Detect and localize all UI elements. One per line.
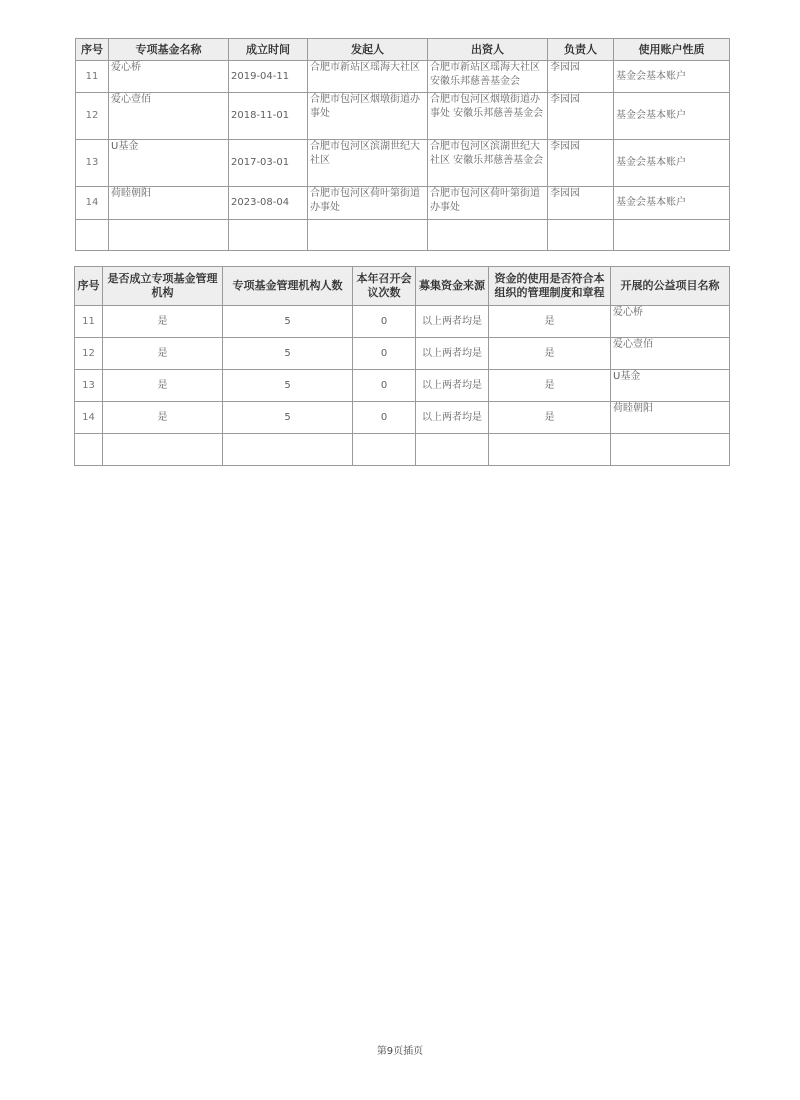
cell-initiator: 合肥市包河区荷叶第街道办事处 [308, 187, 428, 220]
table-row [76, 93, 730, 140]
table-header-row [75, 267, 730, 306]
cell-seq: 14 [76, 187, 109, 220]
cell-meetings-this-year: 0 [353, 306, 416, 338]
empty-cell [489, 434, 611, 466]
table-row [76, 140, 730, 187]
empty-table-row [75, 434, 730, 466]
empty-cell [76, 220, 109, 251]
cell-fund-name: 爱心壹佰 [109, 93, 229, 140]
empty-cell [229, 220, 308, 251]
cell-funding-source: 以上两者均是 [416, 370, 489, 402]
cell-funder: 合肥市新站区瑶海大社区 安徽乐邦慈善基金会 [428, 61, 548, 93]
cell-manager: 李园园 [548, 61, 614, 93]
empty-cell [75, 434, 103, 466]
cell-project-name: U基金 [611, 370, 730, 402]
cell-seq: 13 [75, 370, 103, 402]
cell-management-headcount: 5 [223, 402, 353, 434]
cell-established-date: 2018-11-01 [229, 93, 308, 140]
col-header-has-management-body: 是否成立专项基金管理机构 [103, 267, 223, 306]
empty-cell [103, 434, 223, 466]
cell-established-date: 2019-04-11 [229, 61, 308, 93]
empty-cell [308, 220, 428, 251]
col-header-meetings-this-year: 本年召开会议次数 [353, 267, 416, 306]
table-row [76, 61, 730, 93]
cell-funder: 合肥市包河区烟墩街道办事处 安徽乐邦慈善基金会 [428, 93, 548, 140]
table-row [75, 402, 730, 434]
cell-seq: 14 [75, 402, 103, 434]
cell-fund-use-compliance: 是 [489, 306, 611, 338]
cell-management-headcount: 5 [223, 338, 353, 370]
cell-fund-name: 荷睦朝阳 [109, 187, 229, 220]
cell-has-management-body: 是 [103, 306, 223, 338]
cell-initiator: 合肥市包河区滨湖世纪大社区 [308, 140, 428, 187]
col-header-fund-use-compliance: 资金的使用是否符合本组织的管理制度和章程 [489, 267, 611, 306]
cell-has-management-body: 是 [103, 338, 223, 370]
empty-cell [416, 434, 489, 466]
col-header-initiator: 发起人 [308, 39, 428, 61]
cell-fund-name: 爱心桥 [109, 61, 229, 93]
col-header-funding-source: 募集资金来源 [416, 267, 489, 306]
cell-seq: 11 [76, 61, 109, 93]
cell-manager: 李园园 [548, 187, 614, 220]
empty-cell [109, 220, 229, 251]
cell-seq: 12 [76, 93, 109, 140]
col-header-established-date: 成立时间 [229, 39, 308, 61]
cell-initiator: 合肥市包河区烟墩街道办事处 [308, 93, 428, 140]
col-header-seq: 序号 [75, 267, 103, 306]
cell-funding-source: 以上两者均是 [416, 402, 489, 434]
empty-cell [353, 434, 416, 466]
col-header-seq: 序号 [76, 39, 109, 61]
cell-established-date: 2023-08-04 [229, 187, 308, 220]
page-footer-label: 第9页插页 [376, 1046, 424, 1057]
cell-manager: 李园园 [548, 93, 614, 140]
cell-management-headcount: 5 [223, 370, 353, 402]
cell-project-name: 爱心壹佰 [611, 338, 730, 370]
cell-meetings-this-year: 0 [353, 402, 416, 434]
empty-table-row [76, 220, 730, 251]
cell-project-name: 荷睦朝阳 [611, 402, 730, 434]
empty-cell [548, 220, 614, 251]
cell-project-name: 爱心桥 [611, 306, 730, 338]
col-header-funder: 出资人 [428, 39, 548, 61]
table-row [76, 187, 730, 220]
empty-cell [223, 434, 353, 466]
cell-has-management-body: 是 [103, 402, 223, 434]
empty-cell [614, 220, 730, 251]
cell-funder: 合肥市包河区荷叶第街道办事处 [428, 187, 548, 220]
col-header-management-headcount: 专项基金管理机构人数 [223, 267, 353, 306]
empty-cell [611, 434, 730, 466]
cell-funder: 合肥市包河区滨湖世纪大社区 安徽乐邦慈善基金会 [428, 140, 548, 187]
cell-seq: 12 [75, 338, 103, 370]
cell-seq: 11 [75, 306, 103, 338]
table-row [75, 306, 730, 338]
special-fund-info-table [75, 38, 730, 251]
cell-management-headcount: 5 [223, 306, 353, 338]
col-header-manager: 负责人 [548, 39, 614, 61]
cell-funding-source: 以上两者均是 [416, 338, 489, 370]
cell-has-management-body: 是 [103, 370, 223, 402]
cell-funding-source: 以上两者均是 [416, 306, 489, 338]
cell-manager: 李园园 [548, 140, 614, 187]
cell-account-type: 基金会基本账户 [614, 187, 730, 220]
col-header-fund-name: 专项基金名称 [109, 39, 229, 61]
cell-seq: 13 [76, 140, 109, 187]
cell-meetings-this-year: 0 [353, 370, 416, 402]
cell-fund-use-compliance: 是 [489, 370, 611, 402]
cell-account-type: 基金会基本账户 [614, 61, 730, 93]
cell-account-type: 基金会基本账户 [614, 140, 730, 187]
table-header-row [76, 39, 730, 61]
table-row [75, 370, 730, 402]
table-row [75, 338, 730, 370]
cell-fund-name: U基金 [109, 140, 229, 187]
cell-meetings-this-year: 0 [353, 338, 416, 370]
cell-fund-use-compliance: 是 [489, 402, 611, 434]
col-header-project-name: 开展的公益项目名称 [611, 267, 730, 306]
cell-account-type: 基金会基本账户 [614, 93, 730, 140]
cell-fund-use-compliance: 是 [489, 338, 611, 370]
cell-initiator: 合肥市新站区瑶海大社区 [308, 61, 428, 93]
col-header-account-type: 使用账户性质 [614, 39, 730, 61]
fund-management-table [74, 266, 730, 466]
cell-established-date: 2017-03-01 [229, 140, 308, 187]
empty-cell [428, 220, 548, 251]
